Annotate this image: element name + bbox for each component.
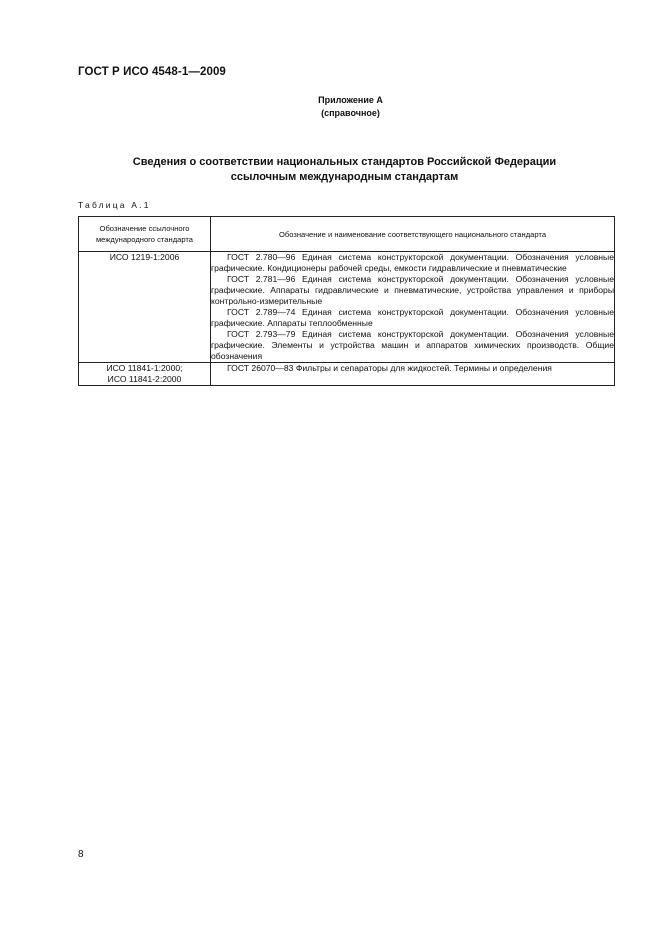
document-code: ГОСТ Р ИСО 4548-1—2009 [78,66,226,78]
table-caption: Таблица А.1 [78,200,151,210]
appendix-kind: (справочное) [321,108,380,118]
section-title-line2: ссылочным международным стандартам [230,171,459,183]
national-standard-cell [211,252,615,363]
national-standard-entry: ГОСТ 2.789—74 Единая система конструкторской документации. Обозначения условные графические. Аппараты теплообменные [211,307,614,328]
intl-standard-cell [79,363,211,386]
intl-standard-code: ИСО 11841-2:2000 [107,374,182,384]
intl-standard-code: ИСО 11841-1:2000; [106,363,183,373]
appendix-title: Приложение А [318,95,383,105]
national-standard-entry: ГОСТ 26070—83 Фильтры и сепараторы для жидкостей. Термины и определения [227,363,552,373]
intl-standard-code: ИСО 1219-1:2006 [109,252,180,262]
national-standard-entry: ГОСТ 2.793—79 Единая система конструкторской документации. Обозначения условные графические. Элементы и устройства машин и аппаратов химических производств. Общие обозначения [211,329,614,361]
section-title-line1: Сведения о соответствии национальных стандартов Российской Федерации [132,156,557,168]
national-standard-cell [211,363,615,386]
conformity-table [78,216,615,386]
national-standard-entry: ГОСТ 2.780—96 Единая система конструкторской документации. Обозначения условные графические. Кондиционеры рабочей среды, емкости гидравлические и пневматические [211,252,614,273]
header-intl-standard: Обозначение ссылочного международного стандарта [79,217,211,252]
national-standard-entry: ГОСТ 2.781—96 Единая система конструкторской документации. Обозначения условные графические. Аппараты гидравлические и пневматические, устройства управления и приборы контрольно-измерительные [211,274,614,306]
page-number: 8 [78,849,84,860]
table-row [79,363,615,386]
intl-standard-cell [79,252,211,363]
table-header-row [79,217,615,252]
table-row [79,252,615,363]
header-national-standard: Обозначение и наименование соответствующего национального стандарта [211,217,615,252]
